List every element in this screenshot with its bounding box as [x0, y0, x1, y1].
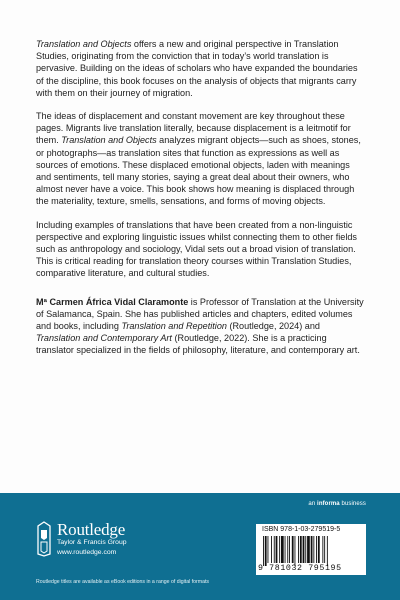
publisher-footer: [0, 493, 400, 600]
description-paragraph-3: Including examples of translations that have been created from a non-linguistic perspective and exploring linguistic issues whilst connecting them to other fields such as anthropology and sociology, Vidal sets out a broad vision of translation. This is critical reading for translation theory courses within Translation Studies, comparative literature, and cultural studies.: [36, 219, 357, 279]
author-bio: [36, 296, 366, 357]
publisher-url: www.routledge.com: [57, 549, 117, 556]
informa-tagline: [308, 501, 366, 507]
description-text: offers a new and original perspective in Translation Studies, originating from the conviction that in today’s world translation is pervasive. Building on the ideas of scholars who have expanded the boundaries of the discipline, this book focuses on the analysis of objects that migrants carry with them on their journey of migration.: [36, 39, 358, 98]
bio-book-title: Translation and Contemporary Art: [36, 333, 172, 344]
bio-text: (Routledge, 2024) and: [226, 321, 320, 332]
isbn-number: ISBN 978-1-03-279519-5: [262, 526, 341, 533]
ebook-note: Routledge titles are available as eBook editions in a range of digital formats: [36, 579, 210, 585]
informa-brand: informa: [317, 501, 340, 507]
description-text: The ideas of displacement and constant movement are key throughout these pages. Migrants live translation literally, because displacement is a leitmotif for them.: [36, 111, 351, 146]
publisher-group: Taylor & Francis Group: [57, 539, 127, 546]
bio-text: is Professor of Translation at the University of Salamanca, Spain. She has published articles and chapters, edited volumes and books, including: [36, 296, 364, 332]
barcode-digits: 9 781032 795195: [258, 564, 342, 573]
bio-text: (Routledge, 2022). She is a practicing translator specialized in the fields of philosophy, literature, and contemporary art.: [36, 333, 360, 356]
isbn-barcode-block: [256, 524, 366, 575]
barcode-icon: [262, 536, 360, 566]
routledge-logo: [36, 519, 186, 561]
description-text: analyzes migrant objects—such as shoes, stones, or photographs—as translation sites that function as expressions as well as sources of emotions. These displaced emotional objects, laden with meanings and sentiments, tell many stories, saying a great deal about their owners, who almost never have a voice. This book shows how meaning is displaced through the materiality, texture, smells, sensations, and forms of moving objects.: [36, 135, 361, 207]
publisher-name: Routledge: [57, 520, 126, 539]
book-title: Translation and Objects: [61, 135, 157, 146]
informa-prefix: an: [308, 501, 318, 507]
cover-text: [36, 38, 366, 368]
description-paragraph-1: [36, 38, 366, 99]
bio-book-title: Translation and Repetition: [121, 321, 227, 332]
author-name: Mª Carmen África Vidal Claramonte: [36, 296, 189, 307]
book-title: Translation and Objects: [36, 39, 132, 49]
informa-suffix: business: [339, 501, 366, 507]
description-paragraph-2: [36, 110, 366, 208]
routledge-mark-icon: [36, 521, 52, 557]
